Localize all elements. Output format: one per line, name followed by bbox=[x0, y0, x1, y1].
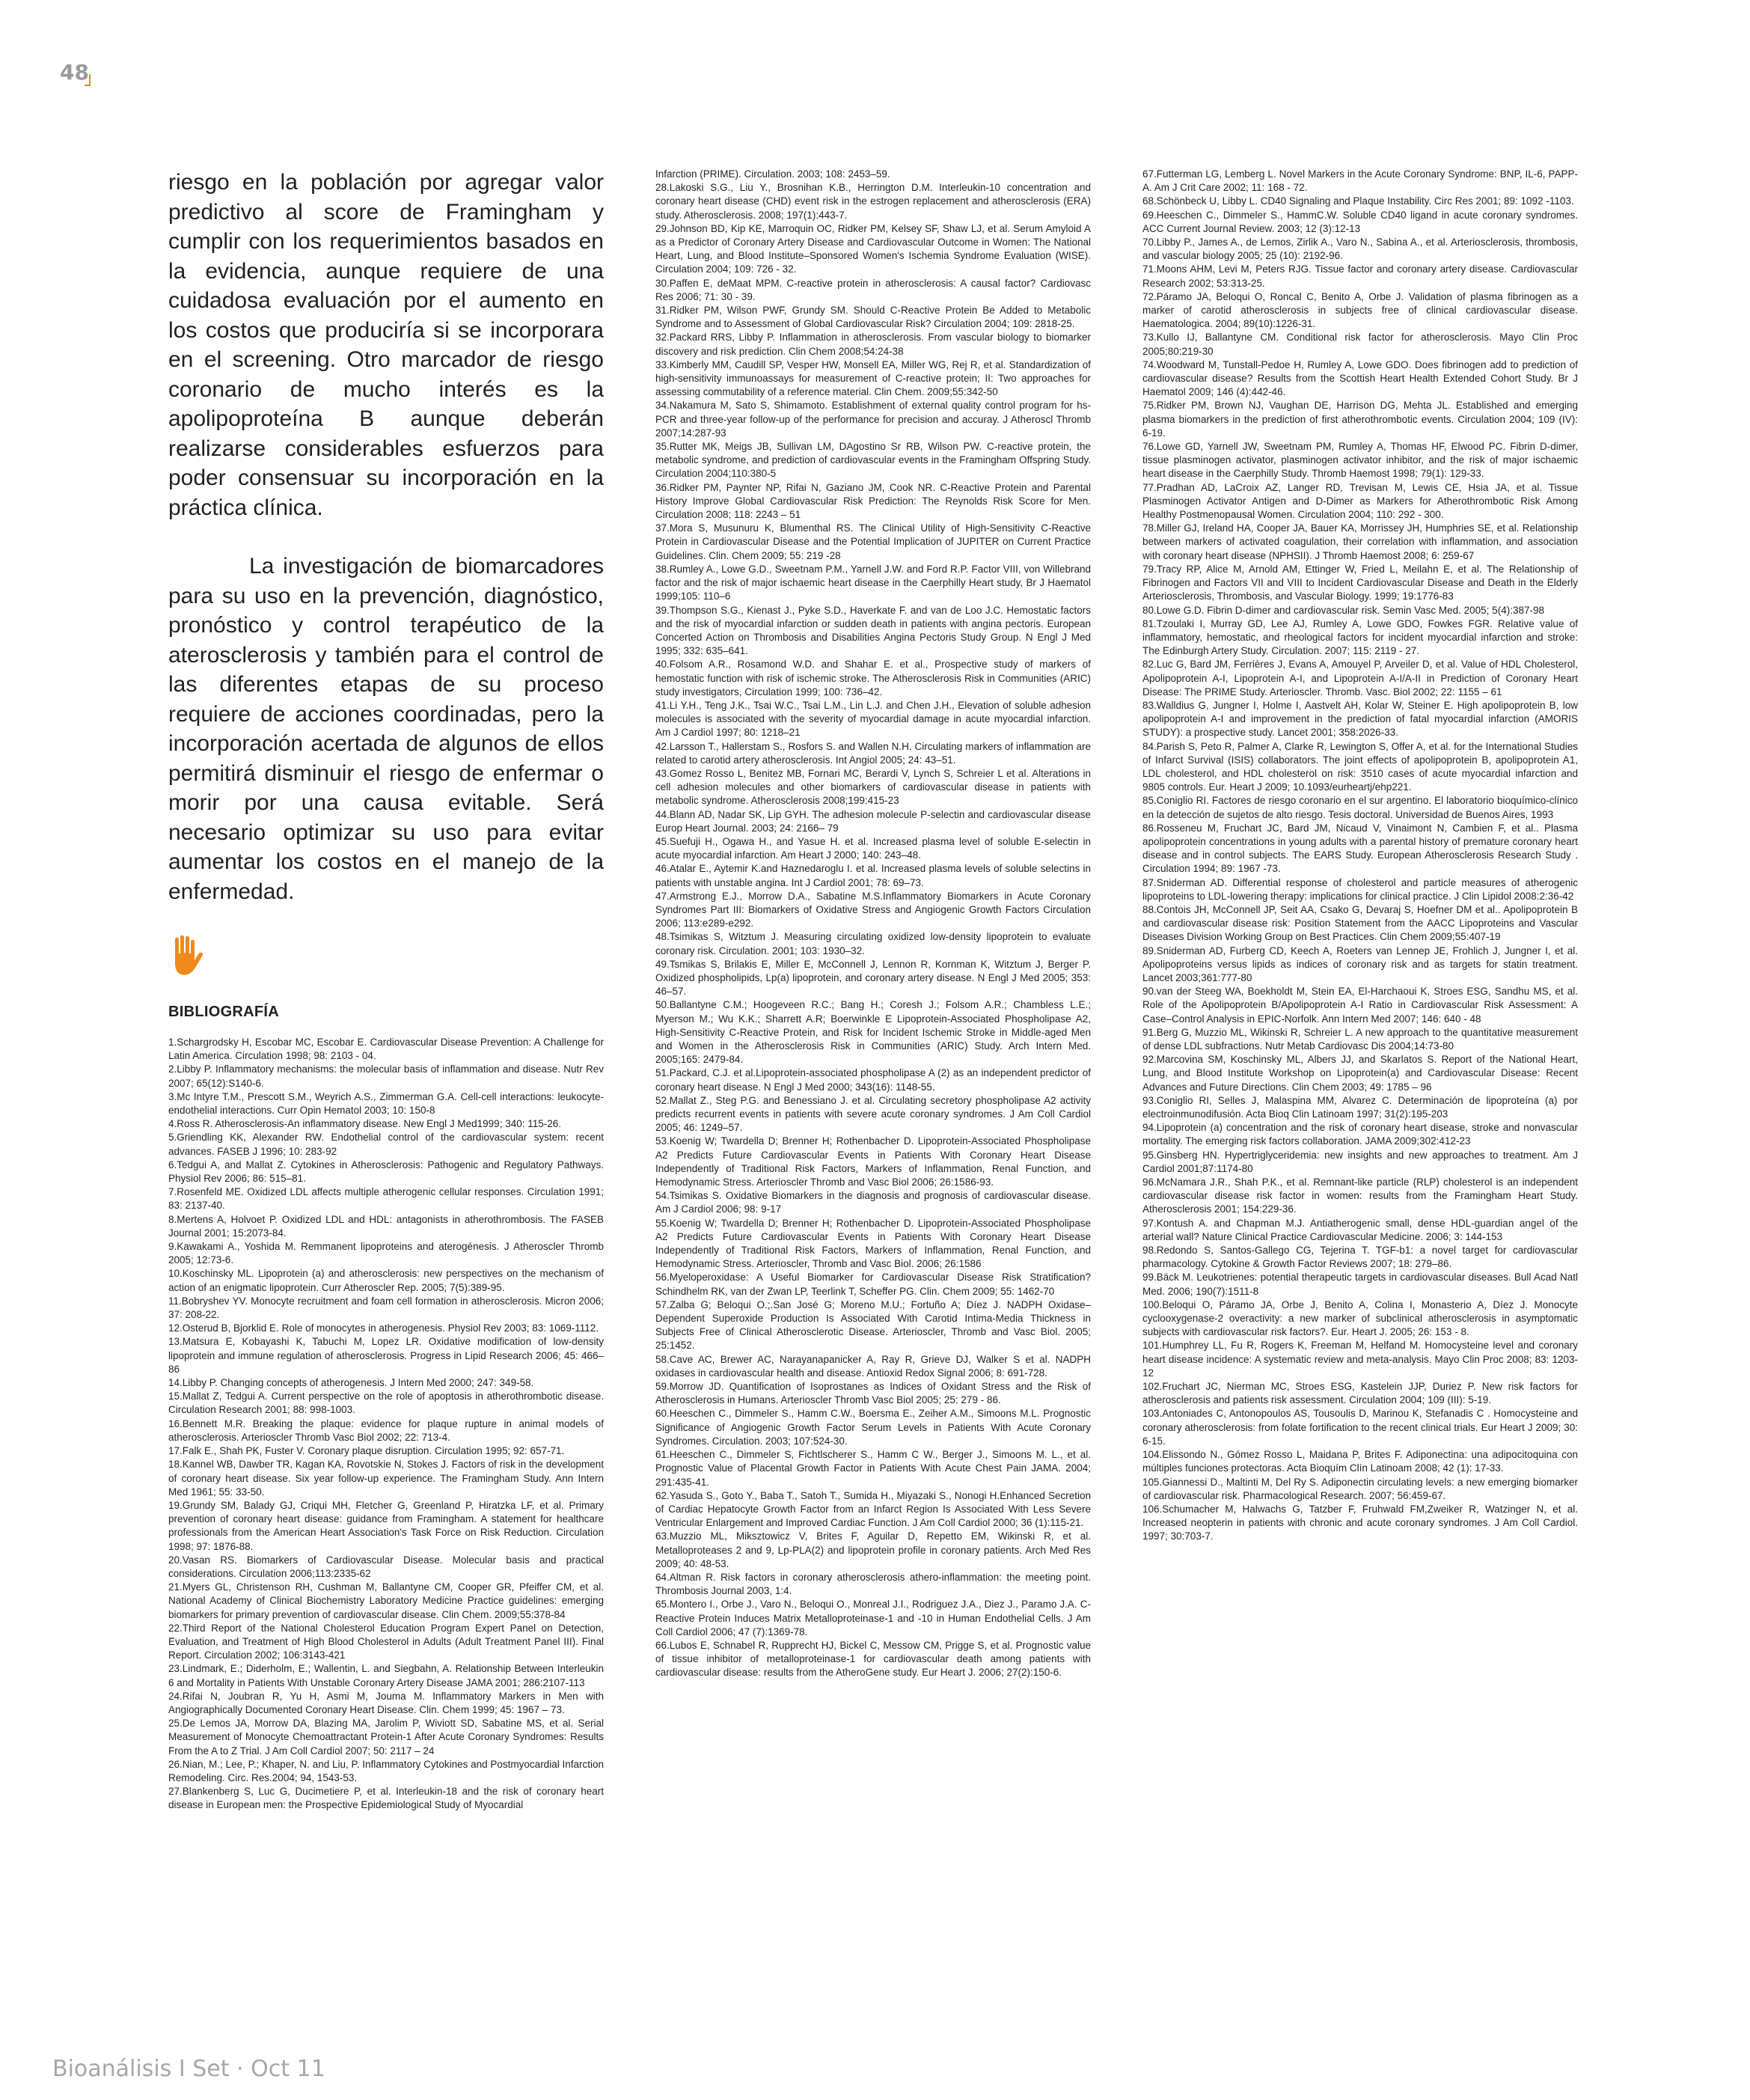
reference-item: 82.Luc G, Bard JM, Ferrières J, Evans A, Amouyel P, Arveiler D, et al. Value of HDL Cholesterol, Apolipoprotein A-I, Lipoprotein A-I, and Lipoprotein A-I/A-II in Prediction of Coronary Heart Disease: The PRIME Study. Arterioscler. Thromb. Vasc. Biol 2002; 22: 1155 – 61 bbox=[1142, 659, 1578, 698]
reference-item: 72.Páramo JA, Beloqui O, Roncal C, Benito A, Orbe J. Validation of plasma fibrinogen as a marker of carotid atherosclerosis in subjects free of clinical cardiovascular disease. Haematologica. 2004; 89(10):1226-31. bbox=[1142, 290, 1578, 330]
reference-item: 5.Griendling KK, Alexander RW. Endothelial control of the cardiovascular system: recent advances. FASEB J 1996; 10: 283-92 bbox=[168, 1132, 604, 1157]
reference-item: 40.Folsom A.R., Rosamond W.D. and Shahar E. et al., Prospective study of markers of hemostatic function with risk of ischemic stroke. The Atherosclerosis Risk in Communities (ARIC) study investigators, Circulation 1999; 100: 736–42. bbox=[655, 659, 1091, 698]
hand-icon bbox=[168, 935, 204, 977]
reference-item: 95.Ginsberg HN. Hypertriglyceridemia: new insights and new approaches to treatment. Am J Cardiol 2001;87:1174-80 bbox=[1142, 1149, 1578, 1174]
reference-item: 105.Giannessi D., Maltinti M, Del Ry S. Adiponectin circulating levels: a new emerging biomarker of cardiovascular risk. Pharmacological Research. 2007; 56:459-67. bbox=[1142, 1476, 1578, 1501]
reference-item: 84.Parish S, Peto R, Palmer A, Clarke R, Lewington S, Offer A, et al. for the International Studies of Infarct Survival (ISIS) collaborators. The joint effects of apolipoprotein B, apolipoprotein A1, LDL cholesterol, and HDL cholesterol on risk: 3510 cases of acute myocardial infarction and 9805 controls. Eur. Heart J 2009; 10.1093/eurheartj/ehp221. bbox=[1142, 740, 1578, 793]
column-middle bbox=[655, 168, 1091, 1680]
reference-item: 62.Yasuda S., Goto Y., Baba T., Satoh T., Sumida H., Miyazaki S., Nonogi H.Enhanced Secretion of Cardiac Hepatocyte Growth Factor from an Infarct Region Is Associated With Less Severe Ventricular Enlargement and Improved Cardiac Function. J Am Coll Cardiol 2000; 36 (1):115-21. bbox=[655, 1489, 1091, 1529]
reference-item: 92.Marcovina SM, Koschinsky ML, Albers JJ, and Skarlatos S. Report of the National Heart, Lung, and Blood Institute Workshop on Lipoprotein(a) and Cardiovascular Disease: Recent Advances and Future Directions. Clin Chem 2003; 49: 1785 – 96 bbox=[1142, 1054, 1578, 1093]
reference-item: 64.Altman R. Risk factors in coronary atherosclerosis athero-inflammation: the meeting point. Thrombosis Journal 2003, 1:4. bbox=[655, 1571, 1091, 1597]
reference-item: 57.Zalba G; Beloqui O.;.San José G; Moreno M.U.; Fortuño A; Díez J. NADPH Oxidase–Dependent Superoxide Production Is Associated With Carotid Intima-Media Thickness in Subjects Free of Clinical Atherosclerotic Disease. Arterioscler, Thromb and Vasc Biol. 2005; 25:1452. bbox=[655, 1298, 1091, 1352]
reference-item: 100.Beloqui O, Páramo JA, Orbe J, Benito A, Colina I, Monasterio A, Díez J. Monocyte cyclooxygenase-2 overactivity: a new marker of subclinical atherosclerosis in asymptomatic subjects with cardiovascular risk factors?. Eur. Heart J. 2005; 26: 153 - 8. bbox=[1142, 1298, 1578, 1338]
reference-item: 10.Koschinsky ML. Lipoprotein (a) and atherosclerosis: new perspectives on the mechanism of action of an enigmatic lipoprotein. Curr Atheroscler Rep. 2005; 7(5):389-95. bbox=[168, 1268, 604, 1293]
reference-item: 69.Heeschen C., Dimmeler S., HammC.W. Soluble CD40 ligand in acute coronary syndromes. ACC Current Journal Review. 2003; 12 (3):12-13 bbox=[1142, 209, 1578, 234]
reference-item: 32.Packard RRS, Libby P. Inflammation in atherosclerosis. From vascular biology to biomarker discovery and risk prediction. Clin Chem 2008;54:24-38 bbox=[655, 332, 1091, 357]
footer-journal: Bioanálisis I Set · Oct 11 bbox=[52, 2056, 325, 2082]
reference-item: 7.Rosenfeld ME. Oxidized LDL affects multiple atherogenic cellular responses. Circulation 1991; 83: 2137-40. bbox=[168, 1186, 604, 1212]
reference-item: 58.Cave AC, Brewer AC, Narayanapanicker A, Ray R, Grieve DJ, Walker S et al. NADPH oxidases in cardiovascular health and disease. Antioxid Redox Signal 2006; 8: 691-728. bbox=[655, 1353, 1091, 1379]
reference-item: 22.Third Report of the National Cholesterol Education Program Expert Panel on Detection, Evaluation, and Treatment of High Blood Cholesterol in Adults (Adult Treatment Panel III). Final Report. Circulation 2002; 106:3143-421 bbox=[168, 1622, 604, 1661]
body-paragraph-2: La investigación de biomarcadores para su uso en la prevención, diagnóstico, pronóstico y control terapéutico de la aterosclerosis y también para el control de las diferentes etapas de su proceso requiere de acciones coordinadas, pero la incorporación acertada de algunos de ellos permitirá disminuir el riesgo de enfermar o morir por una causa evitable. Será necesario optimizar su uso para evitar aumentar los costos en el manejo de la enfermedad. bbox=[168, 554, 604, 904]
reference-item: 87.Sniderman AD. Differential response of cholesterol and particle measures of atherogenic lipoproteins to LDL-lowering therapy: implications for clinical practice. J Clin Lipidol 2008:2:36-42 bbox=[1142, 876, 1578, 902]
reference-item: 51.Packard, C.J. et al.Lipoprotein-associated phospholipase A (2) as an independent predictor of coronary heart disease. N Engl J Med 2000; 343(16): 1148-55. bbox=[655, 1067, 1091, 1093]
reference-item: 15.Mallat Z, Tedgui A. Current perspective on the role of apoptosis in atherothrombotic disease. Circulation Research 2001; 88: 998-1003. bbox=[168, 1391, 604, 1416]
reference-item: 98.Redondo S, Santos-Gallego CG, Tejerina T. TGF-b1: a novel target for cardiovascular pharmacology. Cytokine & Growth Factor Reviews 2007; 18: 279–86. bbox=[1142, 1245, 1578, 1270]
body-paragraph-1: riesgo en la población por agregar valor predictivo al score de Framingham y cumplir con los requerimientos basados en la evidencia, aunque requiere de una cuidadosa evaluación por el aumento en los costos que produciría si se incorporara en el screening. Otro marcador de riesgo coronario de mucho interés es la apolipoproteína B aunque deberán realizarse considerables esfuerzos para poder consensuar su incorporación en la práctica clínica. bbox=[168, 170, 604, 520]
reference-item: 45.Suefuji H., Ogawa H., and Yasue H. et al. Increased plasma level of soluble E-selectin in acute myocardial infarction. Am Heart J 2000; 140: 243–48. bbox=[655, 835, 1091, 861]
reference-item: 2.Libby P. Inflammatory mechanisms: the molecular basis of inflammation and disease. Nutr Rev 2007; 65(12):S140-6. bbox=[168, 1063, 604, 1089]
column-right bbox=[1142, 168, 1578, 1544]
reference-item: 31.Ridker PM, Wilson PWF, Grundy SM. Should C-Reactive Protein Be Added to Metabolic Syndrome and to Assessment of Global Cardiovascular Risk? Circulation 2004; 109: 2818-25. bbox=[655, 305, 1091, 330]
reference-item: 1.Schargrodsky H, Escobar MC, Escobar E. Cardiovascular Disease Prevention: A Challenge for Latin America. Circulation 1998; 98: 2103 - 04. bbox=[168, 1037, 604, 1062]
reference-item: 41.Li Y.H., Teng J.K., Tsai W.C., Tsai L.M., Lin L.J. and Chen J.H., Elevation of soluble adhesion molecules is associated with the severity of myocardial damage in acute myocardial infarction. Am J Cardiol 1997; 80: 1218–21 bbox=[655, 699, 1091, 739]
page-number: 48 bbox=[60, 60, 89, 85]
reference-item: 89.Sniderman AD, Furberg CD, Keech A, Roeters van Lennep JE, Frohlich J, Jungner I, et al. Apolipoproteins versus lipids as indices of coronary risk and as targets for statin treatment. Lancet 2003;361:777-80 bbox=[1142, 944, 1578, 983]
column-left bbox=[168, 168, 604, 1813]
reference-item: 27.Blankenberg S, Luc G, Ducimetiere P, et al. Interleukin-18 and the risk of coronary heart disease in European men: the Prospective Epidemiological Study of Myocardial bbox=[168, 1786, 604, 1811]
reference-item: 55.Koenig W; Twardella D; Brenner H; Rothenbacher D. Lipoprotein-Associated Phospholipase A2 Predicts Future Cardiovascular Events in Patients With Coronary Heart Disease Independently of Traditional Risk Factors, Markers of Inflammation, Renal Function, and Hemodynamic Stress. Arterioscler, Thromb and Vasc Biol. 2006; 26:1586 bbox=[655, 1217, 1091, 1270]
reference-item: 66.Lubos E, Schnabel R, Rupprecht HJ, Bickel C, Messow CM, Prigge S, et al. Prognostic value of tissue inhibitor of metalloproteinase-1 for cardiovascular death among patients with cardiovascular disease: results from the AtheroGene study. Eur Heart J. 2006; 27(2):150-6. bbox=[655, 1639, 1091, 1679]
reference-item: 6.Tedgui A, and Mallat Z. Cytokines in Atherosclerosis: Pathogenic and Regulatory Pathways. Physiol Rev 2006; 86: 515–81. bbox=[168, 1159, 604, 1185]
reference-item: 96.McNamara J.R., Shah P.K., et al. Remnant-like particle (RLP) cholesterol is an independent cardiovascular disease risk factor in women: results from the Framingham Heart Study. Atherosclerosis 2001; 154:229-36. bbox=[1142, 1176, 1578, 1215]
reference-item: 71.Moons AHM, Levi M, Peters RJG. Tissue factor and coronary artery disease. Cardiovascular Research 2002; 53:313-25. bbox=[1142, 263, 1578, 289]
reference-item: 17.Falk E., Shah PK, Fuster V. Coronary plaque disruption. Circulation 1995; 92: 657-71. bbox=[168, 1445, 565, 1457]
reference-item: 13.Matsura E, Kobayashi K, Tabuchi M, Lopez LR. Oxidative modification of low-density lipoprotein and immune regulation of atherosclerosis. Progress in Lipid Research 2006; 45: 466–86 bbox=[168, 1336, 604, 1375]
reference-item: 90.van der Steeg WA, Boekholdt M, Stein EA, El-Harchaoui K, Stroes ESG, Sandhu MS, et al. Role of the Apolipoprotein B/Apolipoprotein A-I Ratio in Cardiovascular Risk Assessment: A Case–Control Analysis in EPIC-Norfolk. Ann Intern Med 2007; 146: 640 - 48 bbox=[1142, 986, 1578, 1025]
reference-item: 88.Contois JH, McConnell JP, Seit AA, Csako G, Devaraj S, Hoefner DM et al.. Apolipoprotein B and cardiovascular disease risk: Position Statement from the AACC Lipoproteins and Vascular Diseases Division Working Group on Best Practices. Clin Chem 2009;55:407-19 bbox=[1142, 903, 1578, 943]
reference-item: 3.Mc Intyre T.M., Prescott S.M., Weyrich A.S., Zimmerman G.A. Cell-cell interactions: leukocyte-endothelial interactions. Curr Opin Hematol 2003; 10: 150-8 bbox=[168, 1090, 604, 1117]
reference-item: Infarction (PRIME). Circulation. 2003; 108: 2453–59. bbox=[655, 168, 890, 180]
reference-item: 46.Atalar E., Aytemir K.and Haznedaroglu I. et al. Increased plasma levels of soluble selectins in patients with unstable angina. Int J Cardiol 2001; 78: 69–73. bbox=[655, 863, 1091, 888]
reference-item: 39.Thompson S.G., Kienast J., Pyke S.D., Haverkate F. and van de Loo J.C. Hemostatic factors and the risk of myocardial infarction or sudden death in patients with angina pectoris. European Concerted Action on Thrombosis and Disabilities Angina Pectoris Study Group. N Engl J Med 1995; 332: 635–641. bbox=[655, 604, 1091, 657]
reference-item: 29.Johnson BD, Kip KE, Marroquin OC, Ridker PM, Kelsey SF, Shaw LJ, et al. Serum Amyloid A as a Predictor of Coronary Artery Disease and Cardiovascular Outcome in Women: The National Heart, Lung, and Blood Institute–Sponsored Women's Ischemia Syndrome Evaluation (WISE). Circulation 2004; 109: 726 - 32. bbox=[655, 222, 1091, 275]
reference-item: 42.Larsson T., Hallerstam S., Rosfors S. and Wallen N.H. Circulating markers of inflammation are related to carotid artery atherosclerosis. Int Angiol 2005; 24: 43–51. bbox=[655, 740, 1091, 766]
reference-item: 48.Tsimikas S, Witztum J. Measuring circulating oxidized low-density lipoprotein to evaluate coronary risk. Circulation. 2001; 103: 1930–32. bbox=[655, 931, 1091, 956]
reference-item: 80.Lowe G.D. Fibrin D-dimer and cardiovascular risk. Semin Vasc Med. 2005; 5(4):387-98 bbox=[1142, 604, 1544, 616]
reference-item: 97.Kontush A. and Chapman M.J. Antiatherogenic small, dense HDL-guardian angel of the arterial wall? Nature Clinical Practice Cardiovascular Medicine. 2006; 3: 144-153 bbox=[1142, 1217, 1578, 1242]
reference-item: 104.Elissondo N., Gómez Rosso L, Maidana P, Brites F. Adiponectina: una adipocitoquina con múltiples funciones protectoras. Acta Bioquím Clín Latinoam 2008; 42 (1): 17-33. bbox=[1142, 1449, 1578, 1474]
reference-item: 78.Miller GJ, Ireland HA, Cooper JA, Bauer KA, Morrissey JH, Humphries SE, et al. Relationship between markers of activated coagulation, their correlation with inflammation, and association with coronary heart disease (NPHSII). J Thromb Haemost 2008; 6: 259-67 bbox=[1142, 522, 1578, 561]
reference-item: 94.Lipoprotein (a) concentration and the risk of coronary heart disease, stroke and nonvascular mortality. The emerging risk factors collaboration. JAMA 2009;302:412-23 bbox=[1142, 1122, 1578, 1147]
reference-item: 8.Mertens A, Holvoet P. Oxidized LDL and HDL: antagonists in atherothrombosis. The FASEB Journal 2001; 15:2073-84. bbox=[168, 1213, 604, 1239]
reference-item: 38.Rumley A., Lowe G.D., Sweetnam P.M., Yarnell J.W. and Ford R.P. Factor VIII, von Willebrand factor and the risk of major ischaemic heart disease in the Caerphilly Heart study, Br J Haematol 1999;105: 110–6 bbox=[655, 563, 1091, 602]
reference-item: 49.Tsmikas S, Brilakis E, Miller E, McConnell J, Lennon R, Kornman K, Witztum J, Berger P. Oxidized phospholipids, Lp(a) lipoprotein, and coronary artery disease. N Engl J Med 2005; 353: 46–57. bbox=[655, 958, 1091, 998]
reference-item: 93.Coniglio RI, Selles J, Malaspina MM, Alvarez C. Determinación de lipoproteína (a) por electroinmunodifusión. Acta Bioq Clin Latinoam 1997; 31(2):195-203 bbox=[1142, 1094, 1578, 1120]
reference-item: 44.Blann AD, Nadar SK, Lip GYH. The adhesion molecule P-selectin and cardiovascular disease Europ Heart Journal. 2003; 24: 2166– 79 bbox=[655, 808, 1091, 834]
reference-item: 65.Montero I., Orbe J., Varo N., Beloqui O., Monreal J.I., Rodriguez J.A., Diez J., Paramo J.A. C-Reactive Protein Induces Matrix Metalloproteinase-1 and -10 in Human Endothelial Cells. J Am Coll Cardiol 2006; 47 (7):1369-78. bbox=[655, 1599, 1091, 1637]
reference-item: 61.Heeschen C., Dimmeler S, Fichtlscherer S., Hamm C W., Berger J., Simoons M. L., et al. Prognostic Value of Placental Growth Factor in Patients With Acute Chest Pain JAMA. 2004; 291:435-41. bbox=[655, 1449, 1091, 1488]
reference-item: 85.Coniglio RI. Factores de riesgo coronario en el sur argentino. El laboratorio bioquímico-clínico en la detección de sujetos de alto riesgo. Tesis doctoral. Universidad de Buenos Aires, 1993 bbox=[1142, 795, 1578, 820]
reference-item: 83.Walldius G, Jungner I, Holme I, Aastvelt AH, Kolar W, Steiner E. High apolipoprotein B, low apolipoprotein A-I and improvement in the prediction of fatal myocardial infarction (AMORIS STUDY): a prospective study. Lancet 2001; 358:2026-33. bbox=[1142, 699, 1578, 739]
reference-item: 60.Heeschen C., Dimmeler S., Hamm C.W., Boersma E., Zeiher A.M., Simoons M.L. Prognostic Significance of Angiogenic Growth Factor Serum Levels in Patients With Acute Coronary Syndromes. Circulation. 2003; 107:524-30. bbox=[655, 1408, 1091, 1447]
reference-item: 103.Antoniades C, Antonopoulos AS, Tousoulis D, Marinou K, Stefanadis C . Homocysteine and coronary atherosclerosis: from folate fortification to the recent clinical trials. Eur Heart J 2009; 30: 6-15. bbox=[1142, 1408, 1578, 1447]
reference-item: 35.Rutter MK, Meigs JB, Sullivan LM, DAgostino Sr RB, Wilson PW. C-reactive protein, the metabolic syndrome, and prediction of cardiovascular events in the Framingham Offspring Study. Circulation 2004;110:380-5 bbox=[655, 441, 1091, 480]
reference-item: 34.Nakamura M, Sato S, Shimamoto. Establishment of external quality control program for hs-PCR and three-year follow-up of the performance for precision and accuray. J Atheroscl Thromb 2007;14:287-93 bbox=[655, 400, 1091, 439]
reference-item: 28.Lakoski S.G., Liu Y., Brosnihan K.B., Herrington D.M. Interleukin-10 concentration and coronary heart disease (CHD) event risk in the estrogen replacement and atherosclerosis (ERA) study. Atherosclerosis. 2008; 197(1):443-7. bbox=[655, 182, 1091, 221]
reference-item: 12.Osterud B, Bjorklid E. Role of monocytes in atherogenesis. Physiol Rev 2003; 83: 1069-1112. bbox=[168, 1322, 599, 1334]
reference-item: 50.Ballantyne C.M.; Hoogeveen R.C.; Bang H.; Coresh J.; Folsom A.R.; Chambless L.E.; Myerson M.; Wu K.K.; Sharrett A.R; Boerwinkle E Lipoprotein-Associated Phospholipase A2, High-Sensitivity C-Reactive Protein, and Risk for Incident Ischemic Stroke in Middle-aged Men and Women in the Atherosclerosis Risk in Communities (ARIC) Study. Arch Intern Med. 2005;165: 2479-84. bbox=[655, 999, 1091, 1066]
reference-item: 54.Tsimikas S. Oxidative Biomarkers in the diagnosis and prognosis of cardiovascular disease. Am J Cardiol 2006; 98: 9-17 bbox=[655, 1190, 1091, 1215]
reference-item: 99.Bäck M. Leukotrienes: potential therapeutic targets in cardiovascular diseases. Bull Acad Natl Med. 2006; 190(7):1511-8 bbox=[1142, 1272, 1578, 1297]
reference-list-col3 bbox=[1142, 168, 1578, 1544]
reference-item: 91.Berg G, Muzzio ML, Wikinski R, Schreier L. A new approach to the quantitative measurement of dense LDL subfractions. Nutr Metab Cardiovasc Dis 2004;14:73-80 bbox=[1142, 1026, 1578, 1051]
reference-item: 24.Rifai N, Joubran R, Yu H, Asmi M, Jouma M. Inflammatory Markers in Men with Angiographically Documented Coronary Heart Disease. Clin. Chem 1999; 45: 1967 – 73. bbox=[168, 1690, 604, 1715]
page-number-mark bbox=[85, 74, 91, 86]
reference-item: 9.Kawakami A., Yoshida M. Remmanent lipoproteins and aterogénesis. J Atheroscler Thromb 2005; 12:73-6. bbox=[168, 1241, 604, 1266]
reference-item: 26.Nian, M.; Lee, P.; Khaper, N. and Liu, P. Inflammatory Cytokines and Postmyocardial Infarction Remodeling. Circ. Res.2004; 94, 1543-53. bbox=[168, 1758, 604, 1783]
reference-item: 21.Myers GL, Christenson RH, Cushman M, Ballantyne CM, Cooper GR, Pfeiffer CM, et al. National Academy of Clinical Biochemistry Laboratory Medicine Practice guidelines: emerging biomarkers for primary prevention of cardiovascular disease. Clin Chem. 2009;55:378-84 bbox=[168, 1581, 604, 1620]
reference-item: 37.Mora S, Musunuru K, Blumenthal RS. The Clinical Utility of High-Sensitivity C-Reactive Protein in Cardiovascular Disease and the Potential Implication of JUPITER on Current Practice Guidelines. Clin. Chem 2009; 55: 219 -28 bbox=[655, 522, 1091, 561]
reference-item: 47.Armstrong E.J., Morrow D.A., Sabatine M.S.Inflammatory Biomarkers in Acute Coronary Syndromes Part III: Biomarkers of Oxidative Stress and Angiogenic Growth Factors Circulation 2006; 113:e289-e292. bbox=[655, 890, 1091, 930]
reference-item: 75.Ridker PM, Brown NJ, Vaughan DE, Harrison DG, Mehta JL. Established and emerging plasma biomarkers in the prediction of first atherothrombotic events. Circulation 2004; 109 (IV): 6-19. bbox=[1142, 400, 1578, 439]
reference-item: 18.Kannel WB, Dawber TR, Kagan KA, Rovotskie N, Stokes J. Factors of risk in the development of coronary heart disease. Six year follow-up experience. The Framingham Study. Ann Intern Med 1961; 55: 33-50. bbox=[168, 1459, 604, 1498]
reference-item: 102.Fruchart JC, Nierman MC, Stroes ESG, Kastelein JJP, Duriez P. New risk factors for atherosclerosis and patients risk assessment. Circulation 2004; 109 (III): 5-19. bbox=[1142, 1381, 1578, 1406]
reference-item: 53.Koenig W; Twardella D; Brenner H; Rothenbacher D. Lipoprotein-Associated Phospholipase A2 Predicts Future Cardiovascular Events in Patients With Coronary Heart Disease Independently of Traditional Risk Factors, Markers of Inflammation, Renal Function, and Hemodynamic Stress. Arterioscler Thromb and Vasc Biol 2006; 26:1586-93. bbox=[655, 1135, 1091, 1188]
bibliography-title: BIBLIOGRAFÍA bbox=[168, 1004, 280, 1020]
reference-item: 106.Schumacher M, Halwachs G, Tatzber F, Fruhwald FM,Zweiker R, Watzinger N, et al. Increased neopterin in patients with chronic and acute coronary syndromes. J Am Coll Cardiol. 1997; 30:703-7. bbox=[1142, 1503, 1578, 1542]
reference-list-col2 bbox=[655, 168, 1091, 1680]
reference-list-col1 bbox=[168, 1036, 604, 1813]
reference-item: 68.Schönbeck U, Libby L. CD40 Signaling and Plaque Instability. Circ Res 2001; 89: 1092 -1103. bbox=[1142, 195, 1574, 207]
reference-item: 43.Gomez Rosso L, Benitez MB, Fornari MC, Berardi V, Lynch S, Schreier L et al. Alterations in cell adhesion molecules and other biomarkers of cardiovascular disease in patients with metabolic syndrome. Atherosclerosis 2008;199:415-23 bbox=[655, 767, 1091, 807]
reference-item: 14.Libby P. Changing concepts of atherogenesis. J Intern Med 2000; 247: 349-58. bbox=[168, 1377, 534, 1389]
reference-item: 16.Bennett M.R. Breaking the plaque: evidence for plaque rupture in animal models of atherosclerosis. Arterioscler Thromb Vasc Biol 2002; 22: 713-4. bbox=[168, 1417, 604, 1443]
reference-item: 4.Ross R. Atherosclerosis-An inflammatory disease. New Engl J Med1999; 340: 115-26. bbox=[168, 1118, 562, 1130]
reference-item: 56.Myeloperoxidase: A Useful Biomarker for Cardiovascular Disease Risk Stratification? Schindhelm RK, van der Zwan LP, Teerlink T, Scheffer PG. Clin. Chem 2009; 55: 1462-70 bbox=[655, 1272, 1091, 1297]
reference-item: 23.Lindmark, E.; Diderholm, E.; Wallentin, L. and Siegbahn, A. Relationship Between Interleukin 6 and Mortality in Patients With Unstable Coronary Artery Disease JAMA 2001; 286:2107-113 bbox=[168, 1663, 604, 1688]
reference-item: 20.Vasan RS. Biomarkers of Cardiovascular Disease. Molecular basis and practical considerations. Circulation 2006;113:2335-62 bbox=[168, 1554, 604, 1579]
reference-item: 67.Futterman LG, Lemberg L. Novel Markers in the Acute Coronary Syndrome: BNP, IL-6, PAPP-A. Am J Crit Care 2002; 11: 168 - 72. bbox=[1142, 168, 1578, 194]
reference-item: 52.Mallat Z., Steg P.G. and Benessiano J. et al. Circulating secretory phospholipase A2 activity predicts recurrent events in patients with severe acute coronary syndromes. J Am Coll Cardiol 2005; 46: 1249–57. bbox=[655, 1094, 1091, 1134]
reference-item: 77.Pradhan AD, LaCroix AZ, Langer RD, Trevisan M, Lewis CE, Hsia JA, et al. Tissue Plasminogen Activator Antigen and D-Dimer as Markers for Atherothrombotic Risk Among Healthy Postmenopausal Women. Circulation 2004; 110: 292 - 300. bbox=[1142, 481, 1578, 521]
reference-item: 63.Muzzio ML, Miksztowicz V, Brites F, Aguilar D, Repetto EM, Wikinski R, et al. Metalloproteases 2 and 9, Lp-PLA(2) and lipoprotein profile in coronary patients. Arch Med Res 2009; 40: 48-53. bbox=[655, 1530, 1091, 1569]
reference-item: 101.Humphrey LL, Fu R, Rogers K, Freeman M, Helfand M. Homocysteine level and coronary heart disease incidence: A systematic review and meta-analysis. Mayo Clin Proc 2008; 83: 1203-12 bbox=[1142, 1340, 1578, 1379]
reference-item: 19.Grundy SM, Balady GJ, Criqui MH, Fletcher G, Greenland P, Hiratzka LF, et al. Primary prevention of coronary heart disease: guidance from Framingham. A statement for healthcare professionals from the American Heart Association's Task Force on Risk Reduction. Circulation 1998; 97: 1876-88. bbox=[168, 1499, 604, 1552]
reference-item: 81.Tzoulaki I, Murray GD, Lee AJ, Rumley A, Lowe GDO, Fowkes FGR. Relative value of inflammatory, hemostatic, and rheological factors for incident myocardial infarction and stroke: The Edinburgh Artery Study. Circulation. 2007; 115: 2119 - 27. bbox=[1142, 617, 1578, 657]
reference-item: 86.Rosseneu M, Fruchart JC, Bard JM, Nicaud V, Vinaimont N, Cambien F, et al.. Plasma apolipoprotein concentrations in young adults with a parental history of premature coronary heart disease and in control subjects. The EARS Study. European Atherosclerosis Research Study . Circulation 1994; 89: 1967 -73. bbox=[1142, 822, 1578, 875]
reference-item: 59.Morrow JD. Quantification of Isoprostanes as Indices of Oxidant Stress and the Risk of Atherosclerosis in Humans. Arterioscler Thromb Vasc Biol 2005; 25: 279 - 86. bbox=[655, 1381, 1091, 1406]
reference-item: 25.De Lemos JA, Morrow DA, Blazing MA, Jarolim P, Wiviott SD, Sabatine MS, et al. Serial Measurement of Monocyte Chemoattractant Protein-1 After Acute Coronary Syndromes: Results From the A to Z Trial. J Am Coll Cardiol 2007; 50: 2117 – 24 bbox=[168, 1718, 604, 1756]
reference-item: 79.Tracy RP, Alice M, Arnold AM, Ettinger W, Fried L, Meilahn E, et al. The Relationship of Fibrinogen and Factors VII and VIII to Incident Cardiovascular Disease and Death in the Elderly Arteriosclerosis, Thrombosis, and Vascular Biology. 1999; 19:1776-83 bbox=[1142, 563, 1578, 602]
reference-item: 11.Bobryshev YV. Monocyte recruitment and foam cell formation in atherosclerosis. Micron 2006; 37: 208-22. bbox=[168, 1295, 604, 1321]
reference-item: 33.Kimberly MM, Caudill SP, Vesper HW, Monsell EA, Miller WG, Rej R, et al. Standardization of high-sensitivity immunoassays for measurement of C-reactive protein; II: Two approaches for assessing commutability of a reference material. Clin Chem. 2009;55:342-50 bbox=[655, 358, 1091, 398]
reference-item: 76.Lowe GD, Yarnell JW, Sweetnam PM, Rumley A, Thomas HF, Elwood PC. Fibrin D-dimer, tissue plasminogen activator, plasminogen activator inhibitor, and the risk of major ischaemic heart disease in the Caerphilly Study. Thromb Haemost 1998; 79(1): 129-33. bbox=[1142, 441, 1578, 480]
reference-item: 73.Kullo IJ, Ballantyne CM. Conditional risk factor for atherosclerosis. Mayo Clin Proc 2005;80:219-30 bbox=[1142, 332, 1578, 357]
reference-item: 70.Libby P., James A., de Lemos, Zirlik A., Varo N., Sabina A., et al. Arteriosclerosis, thrombosis, and vascular biology 2005; 25 (10): 2192-96. bbox=[1142, 236, 1578, 262]
reference-item: 30.Paffen E, deMaat MPM. C-reactive protein in atherosclerosis: A causal factor? Cardiovasc Res 2006; 71: 30 - 39. bbox=[655, 277, 1091, 302]
reference-item: 36.Ridker PM, Paynter NP, Rifai N, Gaziano JM, Cook NR. C-Reactive Protein and Parental History Improve Global Cardiovascular Risk Prediction: The Reynolds Risk Score for Men. Circulation 2008; 118: 2243 – 51 bbox=[655, 481, 1091, 521]
reference-item: 74.Woodward M, Tunstall-Pedoe H, Rumley A, Lowe GDO. Does fibrinogen add to prediction of cardiovascular disease? Results from the Scottish Heart Health Extended Cohort Study. Br J Haematol 2009; 146 (4):442-46. bbox=[1142, 358, 1578, 398]
